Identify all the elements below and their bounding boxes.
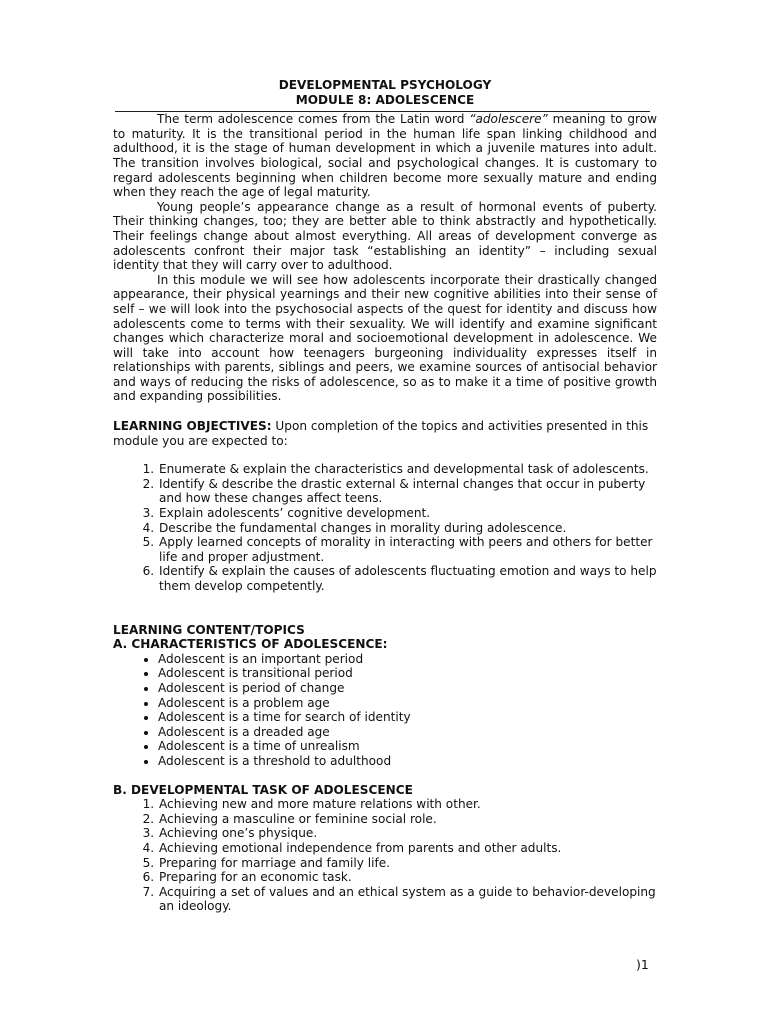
intro-paragraph-1 (113, 112, 657, 200)
learning-objectives-label: LEARNING OBJECTIVES: (113, 419, 272, 434)
objective-item: 5. Apply learned concepts of morality in interacting with peers and others for better life and proper adjustment. (158, 535, 657, 564)
objective-item: 6. Identify & explain the causes of adolescents fluctuating emotion and ways to help them develop competently. (158, 564, 657, 593)
characteristic-item: • Adolescent is a time of unrealism (158, 739, 657, 754)
characteristics-list (113, 652, 657, 769)
document-page (113, 78, 657, 914)
characteristic-item: • Adolescent is a threshold to adulthood (158, 754, 657, 769)
characteristic-item: • Adolescent is a problem age (158, 696, 657, 711)
task-item: 7. Acquiring a set of values and an ethical system as a guide to behavior-developing an ideology. (158, 885, 657, 914)
learning-objectives-intro (113, 419, 657, 448)
objective-item: 2. Identify & describe the drastic external & internal changes that occur in puberty and how these changes affect teens. (158, 477, 657, 506)
latin-term: “adolescere” (469, 112, 548, 127)
objectives-list (113, 462, 657, 593)
task-item: 6. Preparing for an economic task. (158, 870, 657, 885)
task-item: 3. Achieving one’s physique. (158, 826, 657, 841)
objective-item: 1. Enumerate & explain the characteristics and developmental task of adolescents. (158, 462, 657, 477)
learning-content-heading: LEARNING CONTENT/TOPICS (113, 622, 305, 637)
characteristic-item: • Adolescent is a dreaded age (158, 725, 657, 740)
task-item: 5. Preparing for marriage and family life. (158, 856, 657, 871)
title-line-1: DEVELOPMENTAL PSYCHOLOGY (278, 78, 492, 92)
section-a-heading: A. CHARACTERISTICS OF ADOLESCENCE: (113, 637, 388, 652)
characteristic-item: • Adolescent is period of change (158, 681, 657, 696)
intro-paragraph-3: In this module we will see how adolescents incorporate their drastically changed appearance, their physical yearnings and their new cognitive abilities into their sense of self – we will look into the psychosocial aspects of the quest for identity and discuss how adolescents come to terms with their sexuality. We will identify and examine significant changes which characterize moral and socioemotional development in adolescence. We will take into account how teenagers burgeoning individuality expresses itself in relationships with parents, siblings and peers, we examine sources of antisocial behavior and ways of reducing the risks of adolescence, so as to make it a time of positive growth and expanding possibilities. (113, 272, 657, 404)
task-item: 4. Achieving emotional independence from parents and other adults. (158, 841, 657, 856)
intro-p1-rest: meaning to grow to maturity. It is the transitional period in the human life span linking childhood and adulthood, it is the stage of human development in which a juvenile matures into adult. The transition involves biological, social and psychological changes. It is customary to regard adolescents beginning when children become more sexually mature and ending when they reach the age of legal maturity. (113, 112, 657, 200)
page-number: )1 (636, 957, 649, 972)
section-b-heading: B. DEVELOPMENTAL TASK OF ADOLESCENCE (113, 782, 413, 797)
characteristic-item: • Adolescent is transitional period (158, 666, 657, 681)
characteristic-item: • Adolescent is an important period (158, 652, 657, 667)
document-title (113, 78, 657, 107)
task-item: 1. Achieving new and more mature relations with other. (158, 797, 657, 812)
characteristic-item: • Adolescent is a time for search of identity (158, 710, 657, 725)
objective-item: 3. Explain adolescents’ cognitive development. (158, 506, 657, 521)
learning-objectives-text: Upon completion of the topics and activities presented in this module you are expected to: (113, 419, 649, 448)
intro-paragraph-2: Young people’s appearance change as a result of hormonal events of puberty. Their thinking changes, too; they are better able to think abstractly and hypothetically. Their feelings change about almost everything. All areas of development converge as adolescents confront their major task “establishing an identity” – including sexual identity that they will carry over to adulthood. (113, 199, 657, 273)
objective-item: 4. Describe the fundamental changes in morality during adolescence. (158, 521, 657, 536)
title-line-2: MODULE 8: ADOLESCENCE (295, 92, 475, 107)
task-item: 2. Achieving a masculine or feminine social role. (158, 812, 657, 827)
developmental-tasks-list (113, 797, 657, 914)
intro-p1-start: The term adolescence comes from the Latin word (157, 112, 470, 127)
